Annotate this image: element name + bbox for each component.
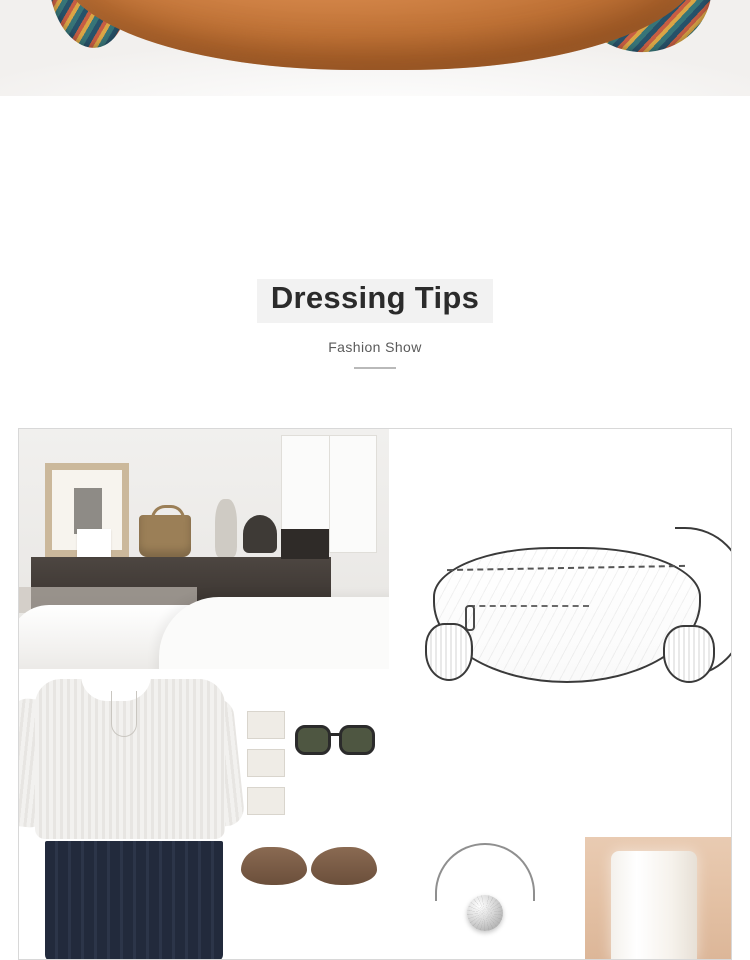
woven-basket-bag: [139, 515, 191, 557]
section-header: [0, 275, 750, 369]
earring-set: [247, 711, 291, 841]
candle-photo: [585, 837, 732, 960]
pillar-candle: [611, 851, 697, 960]
earring-3: [247, 787, 285, 815]
loafer-right: [311, 847, 377, 885]
outfit-flatlay-photo: [19, 669, 389, 960]
decor-box: [77, 529, 111, 557]
sketch-strap-end-right: [663, 625, 715, 683]
hero-product-image: [0, 0, 750, 96]
vase: [215, 499, 237, 557]
sunglasses-lens-right: [339, 725, 375, 755]
pendant-hook: [435, 843, 535, 901]
title-divider: [354, 367, 396, 369]
sketch-front-zipper: [469, 605, 589, 607]
sunglasses: [295, 721, 379, 765]
sketch-canvas: [407, 455, 715, 811]
earring-1: [247, 711, 285, 739]
desk-lamp: [243, 515, 277, 553]
loafer-left: [241, 847, 307, 885]
fashion-show-collage: [18, 428, 732, 960]
sketch-zipper-pull: [465, 605, 475, 631]
sketch-strap-end-left: [425, 623, 473, 681]
pleated-skirt: [45, 841, 223, 960]
sunglasses-lens-left: [295, 725, 331, 755]
duvet: [159, 597, 389, 669]
pendant-sphere: [467, 895, 503, 931]
pendant-ornament-photo: [389, 837, 585, 960]
page-title-text: Dressing Tips: [270, 280, 480, 315]
page-subtitle: Fashion Show: [328, 339, 422, 356]
frame-artwork: [74, 488, 102, 534]
earring-2: [247, 749, 285, 777]
bedroom-interior-photo: [19, 429, 389, 669]
bag-sketch-illustration: [389, 429, 732, 837]
necklace-chain: [111, 691, 137, 737]
page-title: [257, 275, 493, 323]
stool: [281, 529, 329, 559]
